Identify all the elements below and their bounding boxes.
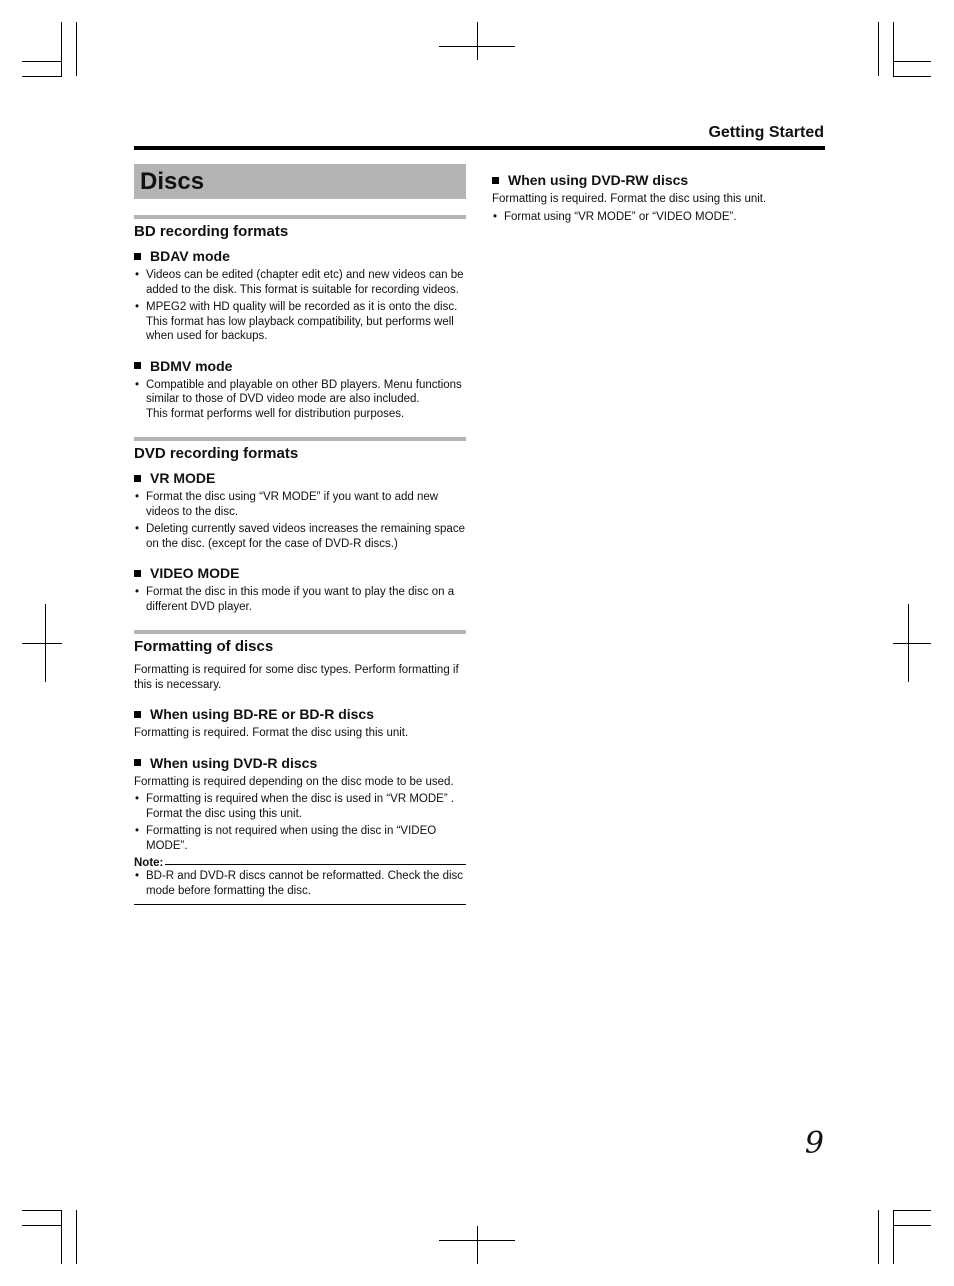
bdav-subheading: BDAV mode: [134, 248, 466, 264]
note-rule: [165, 864, 466, 865]
formatting-section: [134, 630, 466, 905]
list-item: • BD-R and DVD-R discs cannot be reformatted. Check the disc mode before formatting the disc.: [134, 869, 466, 898]
dvd-formats-heading: DVD recording formats: [134, 445, 299, 462]
dvdr-text: Formatting is required depending on the disc mode to be used.: [134, 775, 454, 788]
list-item: • Format the disc in this mode if you want to play the disc on a different DVD player.: [134, 585, 466, 614]
list-item: • Formatting is not required when using the disc in “VIDEO MODE”.: [134, 824, 466, 853]
formatting-intro: Formatting is required for some disc types. Perform formatting if this is necessary.: [134, 664, 459, 691]
list-item: • Formatting is required when the disc is used in “VR MODE” . Format the disc using this unit.: [134, 792, 466, 821]
dvdrw-subheading: When using DVD-RW discs: [492, 172, 824, 188]
bdre-subheading: When using BD-RE or BD-R discs: [134, 706, 466, 722]
video-mode-list: [134, 585, 466, 614]
note-box: [134, 857, 466, 905]
formatting-heading: Formatting of discs: [134, 638, 274, 655]
page-title: Discs: [140, 167, 205, 195]
right-column: [492, 172, 824, 238]
dvdrw-text: Formatting is required. Format the disc using this unit.: [492, 193, 767, 205]
square-bullet-icon: [134, 362, 141, 369]
page-title-box: [134, 164, 466, 199]
dvdr-subheading: When using DVD-R discs: [134, 755, 466, 771]
list-item: • Format the disc using “VR MODE” if you want to add new videos to the disc.: [134, 490, 466, 519]
bdre-text: Formatting is required. Format the disc using this unit.: [134, 727, 409, 739]
square-bullet-icon: [134, 253, 141, 260]
bd-formats-heading: BD recording formats: [134, 223, 289, 240]
dvdrw-list: [492, 210, 824, 225]
list-item: • Format using “VR MODE” or “VIDEO MODE”.: [492, 210, 824, 225]
vr-mode-list: [134, 490, 466, 551]
square-bullet-icon: [492, 177, 499, 184]
square-bullet-icon: [134, 475, 141, 482]
section-header: Getting Started: [708, 124, 824, 141]
bdmv-list: [134, 378, 466, 422]
square-bullet-icon: [134, 570, 141, 577]
dvd-formats-section: [134, 437, 466, 614]
list-item: • Compatible and playable on other BD players. Menu functions similar to those of DVD video mode are also included. This format performs well for distribution purposes.: [134, 378, 466, 422]
page-number: 9: [804, 1126, 824, 1161]
video-mode-subheading: VIDEO MODE: [134, 565, 466, 581]
square-bullet-icon: [134, 711, 141, 718]
list-item: • MPEG2 with HD quality will be recorded as it is onto the disc. This format has low playback compatibility, but performs well when used for backups.: [134, 300, 466, 344]
bd-formats-section: [134, 215, 466, 421]
square-bullet-icon: [134, 759, 141, 766]
header-rule: [134, 146, 825, 150]
list-item: • Deleting currently saved videos increases the remaining space on the disc. (except for the case of DVD-R discs.): [134, 522, 466, 551]
vr-mode-subheading: VR MODE: [134, 470, 466, 486]
list-item-continuation: This format performs well for distribution purposes.: [146, 407, 405, 420]
bdmv-subheading: BDMV mode: [134, 358, 466, 374]
dvdr-list: [134, 792, 466, 853]
left-column: [134, 164, 466, 905]
list-item: • Videos can be edited (chapter edit etc) and new videos can be added to the disk. This format is suitable for recording videos.: [134, 268, 466, 297]
bdav-list: [134, 268, 466, 344]
note-list: [134, 869, 466, 898]
note-label: Note:: [134, 857, 164, 869]
